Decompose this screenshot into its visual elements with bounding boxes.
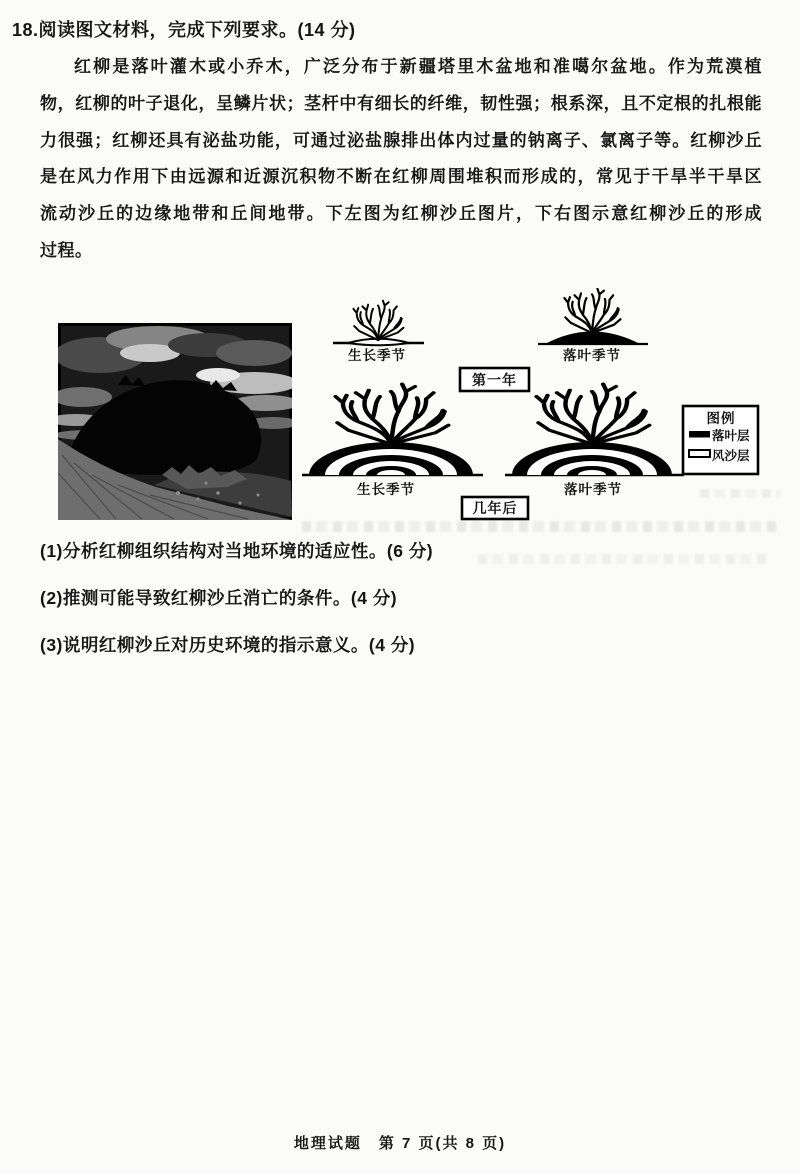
paragraph-line: 力很强；红柳还具有泌盐功能，可通过泌盐腺排出体内过量的钠离子、氯离子等。红柳沙丘	[40, 130, 762, 150]
year1-leaffall-label: 落叶季节	[563, 348, 621, 363]
dune-photo-image	[58, 323, 292, 520]
year1-growing-label: 生长季节	[348, 348, 406, 363]
formation-diagram-svg	[300, 288, 782, 533]
paragraph-line: 是在风力作用下由远源和近源沉积物不断在红柳周围堆积而形成的，常见于干旱半干旱区	[40, 167, 762, 187]
large-tamarisk-bush	[537, 384, 650, 444]
legend-title: 图例	[706, 411, 736, 426]
subquestion-2: (2)推测可能导致红柳沙丘消亡的条件。(4 分)	[40, 588, 398, 608]
subquestion-3: (3)说明红柳沙丘对历史环境的指示意义。(4 分)	[40, 635, 416, 655]
later-caption: 几年后	[472, 500, 518, 516]
page-footer: 地理试题 第 7 页(共 8 页)	[293, 1135, 507, 1152]
legend-item-sand-layer: 风沙层	[712, 449, 750, 463]
paragraph-line: 物，红柳的叶子退化，呈鳞片状；茎杆中有细长的纤维，韧性强；根系深，且不定根的扎根能	[40, 93, 762, 113]
stimulus-paragraph	[40, 49, 762, 270]
small-tamarisk-bush	[564, 289, 620, 333]
dune-formation-diagram	[300, 288, 782, 533]
small-tamarisk-bush	[353, 301, 403, 340]
diagram-legend	[683, 406, 758, 474]
paragraph-line: 红柳是落叶灌木或小乔木，广泛分布于新疆塔里木盆地和准噶尔盆地。作为荒漠植	[74, 57, 762, 76]
question-number: 18.	[12, 20, 39, 40]
later-leaffall-label: 落叶季节	[564, 482, 622, 497]
year1-caption: 第一年	[472, 372, 517, 388]
subquestion-1: (1)分析红柳组织结构对当地环境的适应性。(6 分)	[40, 541, 434, 561]
tamarisk-dune-photo	[58, 323, 292, 520]
paragraph-line: 流动沙丘的边缘地带和丘间地带。下左图为红柳沙丘图片，下右图示意红柳沙丘的形成	[40, 204, 762, 224]
paragraph-line: 过程。	[40, 240, 93, 260]
later-growing-label: 生长季节	[357, 482, 415, 497]
legend-hollow-swatch	[689, 450, 710, 457]
question-title: 阅读图文材料，完成下列要求。(14 分)	[38, 20, 356, 40]
question-18-header	[12, 16, 772, 42]
legend-solid-swatch	[689, 431, 710, 438]
large-tamarisk-bush	[336, 384, 449, 444]
subquestions	[40, 538, 760, 679]
legend-item-leaf-layer: 落叶层	[712, 429, 750, 443]
